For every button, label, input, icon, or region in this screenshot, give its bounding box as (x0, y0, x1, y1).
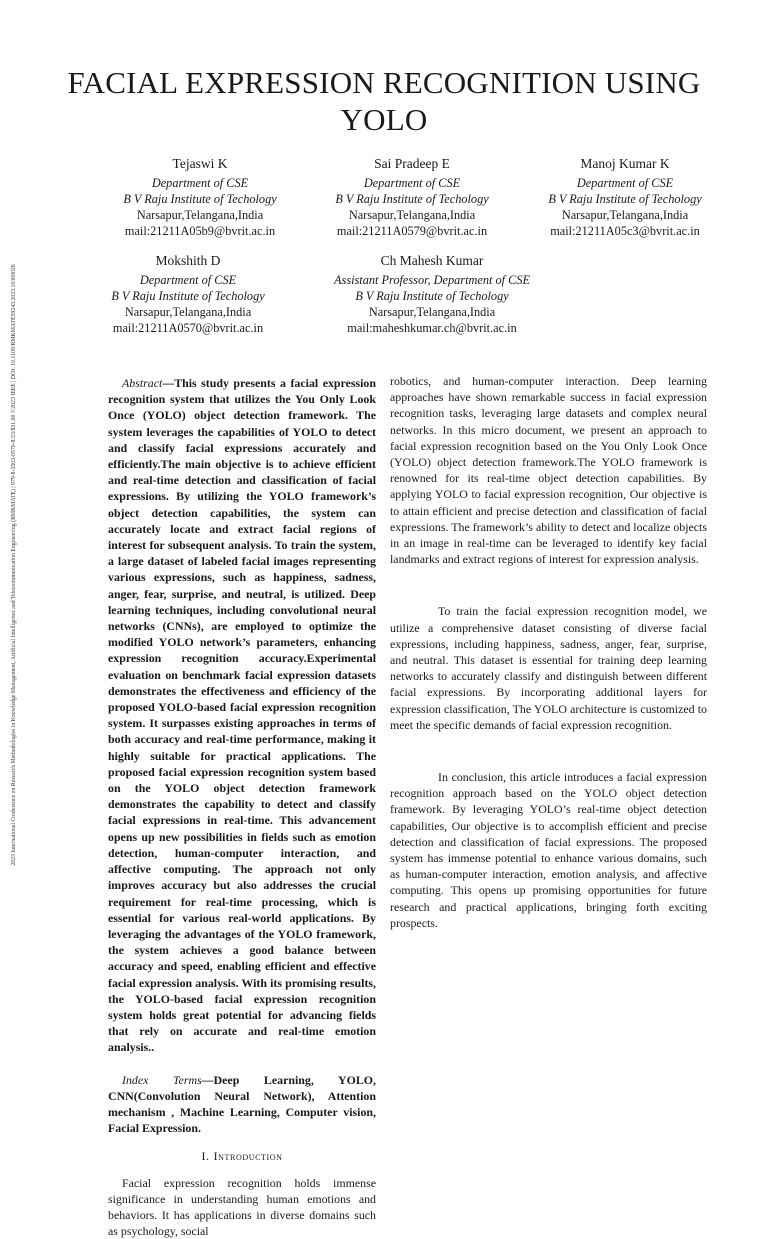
index-terms-text: Deep Learning, YOLO, CNN(Convolution Neural Network), Attention mechanism , Machine Learning, Computer vision, Facial Expression. (108, 1072, 376, 1136)
index-terms (108, 1072, 376, 1137)
author-email: mail:21211A0570@bvrit.ac.in (112, 321, 264, 335)
author-email: mail:21211A05b9@bvrit.ac.in (124, 224, 276, 238)
index-terms-label: Index Terms (122, 1072, 202, 1087)
author-block (292, 155, 532, 239)
section-number: I. (201, 1149, 210, 1164)
abstract (108, 375, 376, 1056)
author-name: Manoj Kumar K (580, 156, 670, 171)
author-email: mail:21211A0579@bvrit.ac.in (336, 224, 488, 238)
author-block (80, 155, 320, 239)
author-email: mail:21211A05c3@bvrit.ac.in (550, 224, 700, 238)
author-location: Narsapur,Telangana,India (368, 305, 496, 319)
training-paragraph: To train the facial expression recognition model, we utilize a comprehensive dataset consisting of diverse facial expressions, including happiness, sadness, anger, fear, surprise, and neutral. This dataset is essential for training deep learning networks to accurately classify and distinguish between different facial expressions. By incorporating additional layers for expression classification, The YOLO architecture is customized to meet the specific demands of facial expression recognition. (390, 604, 707, 732)
author-department: Department of CSE (576, 176, 674, 190)
author-department: Department of CSE (139, 273, 237, 287)
author-institution: B V Raju Institute of Techology (355, 289, 509, 303)
paragraph-gap (390, 567, 707, 603)
author-location: Narsapur,Telangana,India (124, 305, 252, 319)
intro-paragraph-continued: robotics, and human-computer interaction. Deep learning approaches have shown remarkable success in facial expression recognition tasks, leveraging large datasets and complex neural networks. In this micro document, we present an approach to facial expression recognition based on the You Only Look Once (YOLO) object detection framework.The YOLO framework is renowned for its real-time object detection capabilities. By applying YOLO to facial expression recognition, Our objective is to attain efficient and precise detection and classification of facial expressions. The framework’s ability to detect and localize objects in an image in real-time can be leveraged to identify key facial landmarks and extract regions of interest for expression analysis. (390, 374, 707, 567)
author-department: Assistant Professor, Department of CSE (334, 273, 530, 287)
left-column (108, 375, 376, 1239)
section-title: Introduction (213, 1149, 283, 1164)
author-institution: B V Raju Institute of Techology (548, 192, 702, 206)
author-block (505, 155, 745, 239)
author-department: Department of CSE (151, 176, 249, 190)
author-institution: B V Raju Institute of Techology (335, 192, 489, 206)
conference-sidebar-text: 2023 International Conference on Research Methodologies in Knowledge Management, Artificial Intelligence and Telecommunication Engineering (RMKMATE) | 979-8-3503-0570-8/23/$31.00 ©2023 IEEE | DOI: 10.1109/RMKMATE59243.2023.10369026 (11, 264, 17, 866)
right-column (390, 373, 707, 931)
author-name: Ch Mahesh Kumar (380, 253, 484, 268)
index-terms-dash: — (201, 1072, 214, 1087)
author-institution: B V Raju Institute of Techology (111, 289, 265, 303)
author-location: Narsapur,Telangana,India (561, 208, 689, 222)
paragraph-gap (390, 733, 707, 769)
abstract-text: This study presents a facial expression recognition system that utilizes the You Only Look Once (YOLO) object detection framework. The system leverages the capabilities of YOLO to detect and classify facial expressions accurately and efficiently.The main objective is to achieve efficient and real-time detection and classification of facial expressions. By utilizing the YOLO framework’s object detection capabilities, the system can accurately locate and extract facial regions of interest for subsequent analysis. To train the system, a large dataset of labeled facial images representing various expressions, such as happiness, sadness, anger, fear, surprise, and neutral, is utilized. Deep learning techniques, including convolutional neural networks (CNNs), are employed to optimize the modified YOLO network’s parameters, enhancing expression recognition accuracy.Experimental evaluation on benchmark facial expression datasets demonstrates the effectiveness and efficiency of the proposed YOLO-based facial expression recognition system. It surpasses existing approaches in terms of both accuracy and real-time performance, making it highly suitable for practical applications. The proposed facial expression recognition system based on the YOLO object detection framework demonstrates the capability to detect and classify facial expressions in real-time. This advancement opens up new possibilities in fields such as emotion detection, human-computer interaction, and affective computing. The approach not only improves accuracy but also addresses the crucial requirement for real-time processing, which is essential for various real-world applications. By leveraging the advantages of the YOLO framework, the system achieves a good balance between accuracy and speed, enabling efficient and effective facial expression analysis. With its promising results, the YOLO-based facial expression recognition system holds great potential for advancing fields that rely on accurate and real-time emotion analysis.. (108, 376, 376, 1055)
intro-paragraph: Facial expression recognition holds immense significance in understanding human emotions and behaviors. It has applications in diverse domains such as psychology, social (108, 1175, 376, 1239)
author-location: Narsapur,Telangana,India (136, 208, 264, 222)
author-location: Narsapur,Telangana,India (348, 208, 476, 222)
abstract-dash: — (162, 376, 175, 390)
author-block (68, 252, 308, 336)
conclusion-paragraph: In conclusion, this article introduces a facial expression recognition approach based on the YOLO object detection framework. By leveraging YOLO’s real-time object detection capabilities, Our objective is to accomplish efficient and precise detection and classification of facial expressions. The proposed system has immense potential to enhance various domains, such as human-computer interaction, emotion analysis, and affective computing. This opens up promising opportunities for future research and practical applications, bringing forth exciting prospects. (390, 770, 707, 930)
abstract-label: Abstract (122, 376, 163, 390)
author-name: Tejaswi K (172, 156, 228, 171)
conference-sidebar-note (8, 175, 20, 955)
author-name: Mokshith D (155, 253, 221, 268)
author-block (312, 252, 552, 336)
paper-title: FACIAL EXPRESSION RECOGNITION USING YOLO (67, 65, 701, 137)
author-email: mail:maheshkumar.ch@bvrit.ac.in (347, 321, 517, 335)
author-department: Department of CSE (363, 176, 461, 190)
section-heading-introduction (108, 1148, 376, 1164)
author-name: Sai Pradeep E (374, 156, 450, 171)
author-institution: B V Raju Institute of Techology (123, 192, 277, 206)
